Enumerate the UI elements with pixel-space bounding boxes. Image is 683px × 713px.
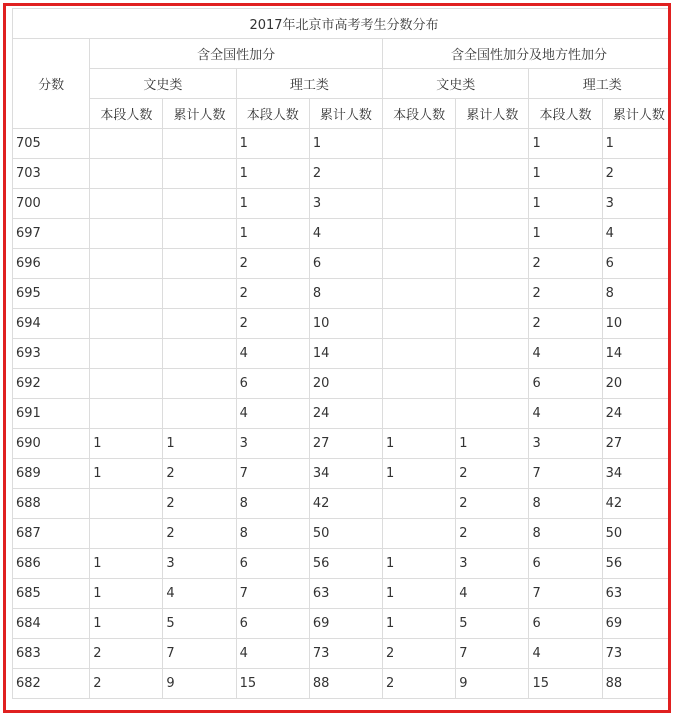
count-cell: 4 [529,399,602,429]
count-cell: 4 [236,399,309,429]
count-cell: 24 [602,399,671,429]
count-cell [90,159,163,189]
score-cell: 696 [13,249,90,279]
count-cell: 8 [236,519,309,549]
count-cell: 20 [309,369,382,399]
science-header-1: 理工类 [236,69,382,99]
count-cell: 6 [236,369,309,399]
count-cell: 6 [309,249,382,279]
count-cell: 7 [163,639,236,669]
count-cell [383,249,456,279]
score-cell: 695 [13,279,90,309]
count-cell: 6 [236,549,309,579]
count-cell [456,159,529,189]
table-row [13,459,672,489]
count-cell: 1 [529,189,602,219]
count-cell: 24 [309,399,382,429]
score-cell: 705 [13,129,90,159]
count-cell [456,219,529,249]
cumulative-count-header: 累计人数 [602,99,671,129]
count-cell: 4 [456,579,529,609]
count-cell: 8 [529,489,602,519]
count-cell: 2 [236,249,309,279]
count-cell: 4 [163,579,236,609]
count-cell: 63 [309,579,382,609]
count-cell: 50 [602,519,671,549]
table-row [13,279,672,309]
count-cell: 3 [163,549,236,579]
count-cell: 1 [383,459,456,489]
count-cell: 34 [602,459,671,489]
table-frame [3,3,671,713]
count-cell: 73 [309,639,382,669]
count-cell [90,219,163,249]
count-cell: 1 [383,609,456,639]
count-cell: 1 [90,579,163,609]
count-cell [163,249,236,279]
count-cell [383,219,456,249]
segment-count-header: 本段人数 [236,99,309,129]
count-cell: 9 [163,669,236,699]
count-cell: 1 [309,129,382,159]
cumulative-count-header: 累计人数 [309,99,382,129]
count-cell [163,339,236,369]
count-cell [383,489,456,519]
table-body [13,129,672,699]
count-cell: 3 [236,429,309,459]
table-row [13,579,672,609]
count-cell: 1 [529,129,602,159]
count-cell [383,129,456,159]
count-cell: 7 [236,579,309,609]
count-cell: 4 [602,219,671,249]
count-cell: 4 [236,339,309,369]
count-cell [90,309,163,339]
count-cell [383,519,456,549]
count-cell [163,279,236,309]
count-cell: 1 [529,219,602,249]
count-cell: 88 [602,669,671,699]
table-row [13,339,672,369]
table-row [13,399,672,429]
score-cell: 687 [13,519,90,549]
score-distribution-table [12,8,671,699]
count-cell: 14 [602,339,671,369]
table-row [13,489,672,519]
count-cell: 4 [529,639,602,669]
count-cell: 42 [602,489,671,519]
table-row [13,369,672,399]
count-cell: 1 [383,579,456,609]
count-cell: 2 [236,309,309,339]
count-cell: 1 [236,159,309,189]
science-header-2: 理工类 [529,69,671,99]
count-cell: 3 [309,189,382,219]
count-cell: 5 [163,609,236,639]
count-cell: 8 [309,279,382,309]
count-cell [383,309,456,339]
count-cell: 6 [529,609,602,639]
count-cell [90,489,163,519]
count-cell: 2 [602,159,671,189]
count-cell: 2 [529,309,602,339]
score-cell: 700 [13,189,90,219]
group-national-bonus-header: 含全国性加分 [90,39,383,69]
count-cell: 2 [163,459,236,489]
count-cell: 2 [236,279,309,309]
count-cell [163,369,236,399]
count-cell: 8 [236,489,309,519]
count-cell: 8 [602,279,671,309]
count-cell: 1 [383,549,456,579]
count-cell [456,189,529,219]
count-cell: 5 [456,609,529,639]
count-cell [383,159,456,189]
count-cell: 14 [309,339,382,369]
count-cell: 3 [529,429,602,459]
count-cell: 10 [309,309,382,339]
score-cell: 692 [13,369,90,399]
count-cell [163,159,236,189]
count-cell: 8 [529,519,602,549]
count-cell: 69 [309,609,382,639]
count-cell: 3 [602,189,671,219]
count-cell: 2 [456,519,529,549]
count-cell [383,399,456,429]
table-row [13,519,672,549]
count-cell [90,369,163,399]
count-cell [163,309,236,339]
table-row [13,129,672,159]
count-cell [456,399,529,429]
count-cell: 27 [309,429,382,459]
count-cell: 15 [236,669,309,699]
count-cell: 6 [529,369,602,399]
score-cell: 703 [13,159,90,189]
count-cell: 2 [456,489,529,519]
table-row [13,609,672,639]
count-cell: 10 [602,309,671,339]
count-cell: 1 [456,429,529,459]
count-cell [456,279,529,309]
group-national-local-bonus-header: 含全国性加分及地方性加分 [383,39,671,69]
count-cell: 1 [236,219,309,249]
count-cell: 56 [602,549,671,579]
count-cell: 6 [602,249,671,279]
score-cell: 686 [13,549,90,579]
score-cell: 688 [13,489,90,519]
score-cell: 697 [13,219,90,249]
table-row [13,309,672,339]
count-cell [456,369,529,399]
count-cell [456,309,529,339]
count-cell: 1 [163,429,236,459]
count-cell: 34 [309,459,382,489]
count-cell: 1 [529,159,602,189]
score-cell: 693 [13,339,90,369]
count-cell [456,129,529,159]
cumulative-count-header: 累计人数 [163,99,236,129]
count-cell: 88 [309,669,382,699]
score-cell: 694 [13,309,90,339]
count-cell [90,519,163,549]
count-cell: 2 [90,639,163,669]
count-cell: 1 [236,129,309,159]
count-cell: 27 [602,429,671,459]
count-cell: 3 [456,549,529,579]
segment-count-header: 本段人数 [90,99,163,129]
count-cell [383,279,456,309]
score-cell: 689 [13,459,90,489]
score-cell: 685 [13,579,90,609]
count-cell: 1 [602,129,671,159]
count-cell: 2 [529,249,602,279]
count-cell [383,339,456,369]
count-cell: 1 [90,429,163,459]
count-cell: 1 [90,549,163,579]
segment-count-header: 本段人数 [383,99,456,129]
count-cell [456,339,529,369]
count-cell: 2 [529,279,602,309]
count-cell: 1 [383,429,456,459]
count-cell [90,339,163,369]
count-cell: 69 [602,609,671,639]
count-cell [163,129,236,159]
table-row [13,249,672,279]
count-cell [90,129,163,159]
count-cell [163,399,236,429]
score-cell: 684 [13,609,90,639]
count-cell: 4 [529,339,602,369]
count-cell: 4 [309,219,382,249]
count-cell: 42 [309,489,382,519]
count-cell: 15 [529,669,602,699]
table-row [13,639,672,669]
arts-header-2: 文史类 [383,69,529,99]
table-row [13,669,672,699]
score-cell: 682 [13,669,90,699]
count-cell: 4 [236,639,309,669]
count-cell: 7 [529,579,602,609]
count-cell: 2 [163,519,236,549]
table-row [13,219,672,249]
count-cell [163,219,236,249]
count-cell [90,399,163,429]
count-cell: 2 [383,639,456,669]
count-cell: 2 [456,459,529,489]
count-cell: 7 [236,459,309,489]
count-cell: 7 [529,459,602,489]
score-column-header: 分数 [13,39,90,129]
count-cell: 73 [602,639,671,669]
count-cell [383,369,456,399]
table-row [13,159,672,189]
count-cell [90,279,163,309]
arts-header-1: 文史类 [90,69,236,99]
count-cell [383,189,456,219]
count-cell [90,189,163,219]
segment-count-header: 本段人数 [529,99,602,129]
count-cell: 63 [602,579,671,609]
count-cell: 2 [90,669,163,699]
score-cell: 683 [13,639,90,669]
count-cell: 6 [236,609,309,639]
count-cell: 2 [383,669,456,699]
count-cell: 56 [309,549,382,579]
count-cell: 6 [529,549,602,579]
count-cell: 20 [602,369,671,399]
score-cell: 691 [13,399,90,429]
cumulative-count-header: 累计人数 [456,99,529,129]
count-cell [456,249,529,279]
count-cell: 1 [90,609,163,639]
count-cell: 7 [456,639,529,669]
table-title: 2017年北京市高考考生分数分布 [13,9,672,39]
table-row [13,429,672,459]
count-cell [90,249,163,279]
count-cell: 2 [309,159,382,189]
count-cell: 1 [236,189,309,219]
count-cell: 50 [309,519,382,549]
table-row [13,189,672,219]
table-row [13,549,672,579]
count-cell: 1 [90,459,163,489]
count-cell: 2 [163,489,236,519]
score-cell: 690 [13,429,90,459]
count-cell: 9 [456,669,529,699]
count-cell [163,189,236,219]
